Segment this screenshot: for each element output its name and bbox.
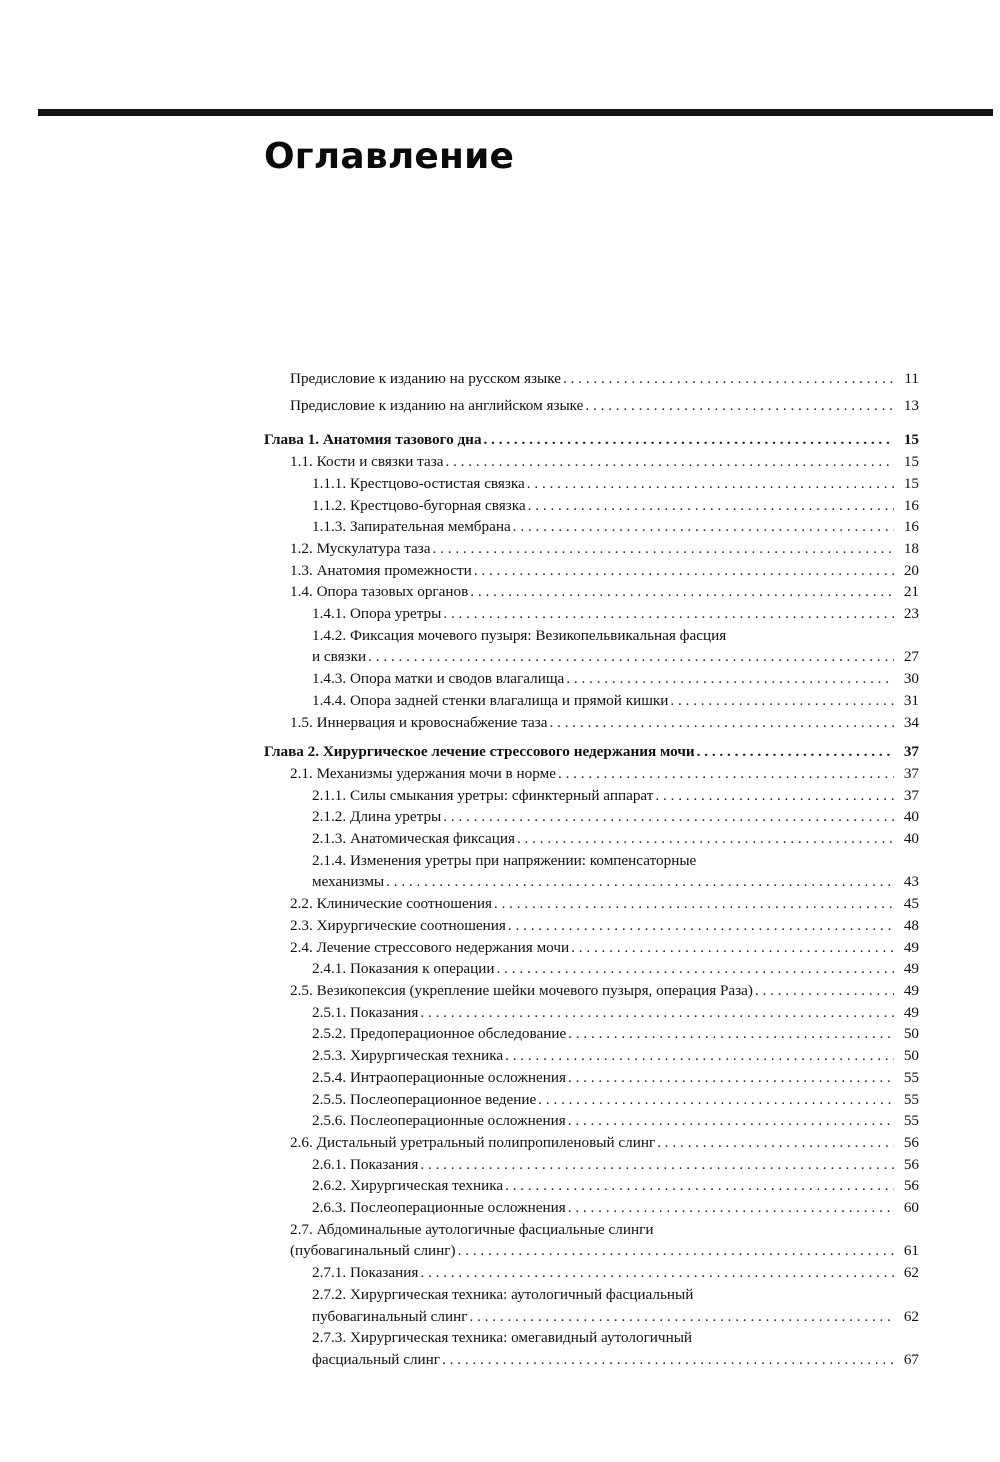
toc-page-number: 11 — [904, 370, 919, 387]
toc-page-number: 15 — [903, 431, 919, 449]
toc-entry-title: 2.1. Механизмы удержания мочи в норме — [290, 764, 556, 782]
toc-entry-title: Глава 1. Анатомия тазового дна — [264, 431, 482, 449]
dot-leader — [571, 937, 894, 959]
toc-entry-title: 2.5.2. Предоперационное обследование — [312, 1025, 567, 1043]
toc-entry[interactable] — [264, 763, 919, 785]
toc-entry[interactable] — [264, 603, 919, 625]
toc-page-number: 16 — [903, 496, 919, 514]
toc-entry[interactable] — [264, 828, 919, 850]
toc-entry-title: 1.4.1. Опора уретры — [312, 605, 442, 623]
toc-page-number: 60 — [903, 1199, 919, 1217]
toc-entry[interactable] — [264, 958, 919, 980]
toc-page-number: 15 — [903, 453, 919, 471]
dot-leader — [568, 1110, 894, 1132]
toc-entry[interactable] — [264, 1023, 919, 1045]
toc-entry[interactable] — [264, 1262, 919, 1284]
toc-entry-title: 2.5.3. Хирургическая техника — [312, 1047, 504, 1065]
dot-leader — [484, 429, 894, 451]
toc-page-number: 50 — [903, 1025, 919, 1043]
dot-leader — [420, 1002, 894, 1024]
dot-leader — [517, 828, 894, 850]
toc-entry[interactable] — [264, 625, 919, 668]
toc-entry[interactable] — [264, 893, 919, 915]
toc-page-number: 48 — [903, 916, 919, 934]
dot-leader — [508, 915, 894, 937]
toc-page-number: 62 — [903, 1307, 919, 1325]
toc-page-number: 16 — [903, 518, 919, 536]
toc-page-number: 23 — [903, 605, 919, 623]
toc-entry-title-line1: 2.7.3. Хирургическая техника: омегавидный аутологичный — [312, 1329, 693, 1347]
dot-leader — [470, 581, 894, 603]
toc-entry-title: 2.6. Дистальный уретральный полипропиленовый слинг — [290, 1133, 656, 1151]
toc-entry-title: 1.1.3. Запирательная мембрана — [312, 518, 511, 536]
toc-entry[interactable] — [264, 1219, 919, 1262]
dot-leader — [368, 646, 894, 668]
toc-page-number: 61 — [903, 1242, 919, 1260]
toc-entry-title: 1.4. Опора тазовых органов — [290, 583, 469, 601]
dot-leader — [420, 1262, 894, 1284]
toc-page-number: 67 — [903, 1350, 919, 1368]
toc-entry-title: 1.2. Мускулатура таза — [290, 539, 431, 557]
dot-leader — [550, 712, 894, 734]
toc-entry[interactable] — [264, 1197, 919, 1219]
toc-entry[interactable] — [264, 980, 919, 1002]
toc-page-number: 49 — [903, 1003, 919, 1021]
toc-page-number: 49 — [903, 938, 919, 956]
toc-entry[interactable] — [264, 451, 919, 473]
toc-page-number: 21 — [903, 583, 919, 601]
toc-entry-title: 2.6.1. Показания — [312, 1155, 419, 1173]
toc-entry-title: 2.6.2. Хирургическая техника — [312, 1177, 504, 1195]
dot-leader — [474, 560, 894, 582]
toc-entry-title: фасциальный слинг — [312, 1350, 441, 1368]
toc-page-number: 20 — [903, 561, 919, 579]
toc-entry-title: 1.1.1. Крестцово-остистая связка — [312, 474, 525, 492]
dot-leader — [513, 516, 894, 538]
dot-leader — [655, 785, 894, 807]
toc-entry-title: 2.1.2. Длина уретры — [312, 808, 442, 826]
toc-entry-title: 2.2. Клинические соотношения — [290, 895, 492, 913]
dot-leader — [538, 1089, 894, 1111]
toc-entry-title-line1: 2.7. Абдоминальные аутологичные фасциальные слинги — [290, 1220, 654, 1238]
dot-leader — [568, 1197, 894, 1219]
dot-leader — [697, 741, 894, 763]
toc-page-number: 40 — [903, 808, 919, 826]
section-gap — [264, 421, 919, 429]
toc-entry-title: Предисловие к изданию на русском языке — [290, 370, 561, 387]
toc-page-number: 49 — [903, 981, 919, 999]
dot-leader — [755, 980, 894, 1002]
toc-entry[interactable] — [264, 785, 919, 807]
dot-leader — [497, 958, 894, 980]
dot-leader — [558, 763, 894, 785]
toc-entry-title: пубовагинальный слинг — [312, 1307, 468, 1325]
toc-entry[interactable] — [264, 1110, 919, 1132]
toc-entry[interactable] — [264, 538, 919, 560]
dot-leader — [386, 871, 894, 893]
toc-page-number: 15 — [903, 474, 919, 492]
dot-leader — [420, 1154, 894, 1176]
toc-page-number: 37 — [903, 786, 919, 804]
dot-leader — [433, 538, 894, 560]
toc-entry[interactable] — [264, 1284, 919, 1327]
toc-page-number: 56 — [903, 1133, 919, 1151]
dot-leader — [566, 668, 894, 690]
toc-page-number: 30 — [903, 670, 919, 688]
top-rule — [38, 109, 993, 116]
dot-leader — [568, 1067, 894, 1089]
toc-entry-title: 2.7.1. Показания — [312, 1264, 419, 1282]
dot-leader — [670, 690, 894, 712]
toc-page-number: 40 — [903, 830, 919, 848]
toc-page-number: 62 — [903, 1264, 919, 1282]
toc-entry-title: 2.1.3. Анатомическая фиксация — [312, 830, 515, 848]
dot-leader — [494, 893, 894, 915]
toc-entry[interactable] — [264, 560, 919, 582]
toc-page-number: 27 — [903, 648, 919, 666]
dot-leader — [443, 806, 894, 828]
toc-page-number: 50 — [903, 1047, 919, 1065]
toc-entry[interactable] — [264, 368, 919, 390]
toc-entry-title: механизмы — [312, 873, 385, 891]
table-of-contents — [264, 368, 919, 1371]
section-gap — [264, 733, 919, 741]
dot-leader — [445, 451, 894, 473]
toc-entry-title: 2.5.1. Показания — [312, 1003, 419, 1021]
toc-entry-title: 2.1.1. Силы смыкания уретры: сфинктерный аппарат — [312, 786, 654, 804]
toc-entry[interactable] — [264, 690, 919, 712]
toc-entry-title-line1: 2.7.2. Хирургическая техника: аутологичный фасциальный — [312, 1285, 694, 1303]
toc-entry[interactable] — [264, 1132, 919, 1154]
toc-entry[interactable] — [264, 1175, 919, 1197]
toc-entry-title: 1.5. Иннервация и кровоснабжение таза — [290, 713, 548, 731]
dot-leader — [442, 1349, 894, 1371]
toc-page-number: 31 — [903, 691, 919, 709]
dot-leader — [527, 473, 894, 495]
toc-entry-title: 2.5. Везикопексия (укрепление шейки мочевого пузыря, операция Раза) — [290, 981, 753, 999]
toc-entry-title-line1: 2.1.4. Изменения уретры при напряжении: компенсаторные — [312, 851, 697, 869]
toc-entry-title-line1: 1.4.2. Фиксация мочевого пузыря: Везикопельвикальная фасция — [312, 626, 727, 644]
toc-page-number: 43 — [903, 873, 919, 891]
toc-entry-title: 1.4.3. Опора матки и сводов влагалища — [312, 670, 565, 688]
toc-entry[interactable] — [264, 473, 919, 495]
toc-entry[interactable] — [264, 1154, 919, 1176]
toc-entry[interactable] — [264, 915, 919, 937]
toc-entry-title: 2.5.6. Послеоперационные осложнения — [312, 1112, 566, 1130]
toc-entry[interactable] — [264, 516, 919, 538]
toc-entry-title: Глава 2. Хирургическое лечение стрессового недержания мочи — [264, 743, 695, 761]
toc-page-number: 34 — [903, 713, 919, 731]
toc-entry[interactable] — [264, 395, 919, 417]
toc-chapter-entry[interactable] — [264, 741, 919, 763]
toc-entry-title: 2.5.5. Послеоперационное ведение — [312, 1090, 537, 1108]
toc-entry[interactable] — [264, 712, 919, 734]
toc-entry[interactable] — [264, 581, 919, 603]
toc-entry[interactable] — [264, 1045, 919, 1067]
toc-page-number: 49 — [903, 960, 919, 978]
dot-leader — [528, 495, 894, 517]
toc-entry-title: 2.6.3. Послеоперационные осложнения — [312, 1199, 566, 1217]
toc-entry[interactable] — [264, 1067, 919, 1089]
dot-leader — [563, 368, 894, 390]
toc-entry[interactable] — [264, 668, 919, 690]
toc-page-number: 56 — [903, 1155, 919, 1173]
dot-leader — [505, 1045, 894, 1067]
toc-entry-title: 2.3. Хирургические соотношения — [290, 916, 506, 934]
toc-entry-title: 1.1.2. Крестцово-бугорная связка — [312, 496, 526, 514]
toc-entry-title: Предисловие к изданию на английском языке — [290, 396, 584, 414]
dot-leader — [469, 1306, 894, 1328]
page-title: Оглавление — [264, 136, 515, 177]
toc-page-number: 18 — [903, 539, 919, 557]
toc-page-number: 56 — [903, 1177, 919, 1195]
toc-entry-title: 1.1. Кости и связки таза — [290, 453, 444, 471]
dot-leader — [568, 1023, 894, 1045]
toc-entry[interactable] — [264, 937, 919, 959]
dot-leader — [585, 395, 894, 417]
toc-page-number: 45 — [903, 895, 919, 913]
toc-page-number: 55 — [903, 1112, 919, 1130]
toc-entry-title: 2.5.4. Интраоперационные осложнения — [312, 1068, 566, 1086]
toc-entry[interactable] — [264, 806, 919, 828]
toc-entry-title: и связки — [312, 648, 367, 666]
toc-entry-title: (пубовагинальный слинг) — [290, 1242, 456, 1260]
toc-page-number: 37 — [903, 743, 919, 761]
toc-entry-title: 2.4.1. Показания к операции — [312, 960, 495, 978]
dot-leader — [443, 603, 894, 625]
toc-entry[interactable] — [264, 850, 919, 893]
toc-chapter-entry[interactable] — [264, 429, 919, 451]
toc-entry-title: 1.4.4. Опора задней стенки влагалища и прямой кишки — [312, 691, 669, 709]
toc-page-number: 37 — [903, 764, 919, 782]
toc-entry-title: 1.3. Анатомия промежности — [290, 561, 472, 579]
toc-entry[interactable] — [264, 495, 919, 517]
toc-entry[interactable] — [264, 1002, 919, 1024]
dot-leader — [505, 1175, 894, 1197]
dot-leader — [657, 1132, 894, 1154]
dot-leader — [458, 1240, 894, 1262]
toc-entry[interactable] — [264, 1089, 919, 1111]
toc-page-number: 55 — [903, 1090, 919, 1108]
toc-page-number: 13 — [903, 396, 919, 414]
toc-entry[interactable] — [264, 1327, 919, 1370]
toc-page-number: 55 — [903, 1068, 919, 1086]
toc-entry-title: 2.4. Лечение стрессового недержания мочи — [290, 938, 570, 956]
